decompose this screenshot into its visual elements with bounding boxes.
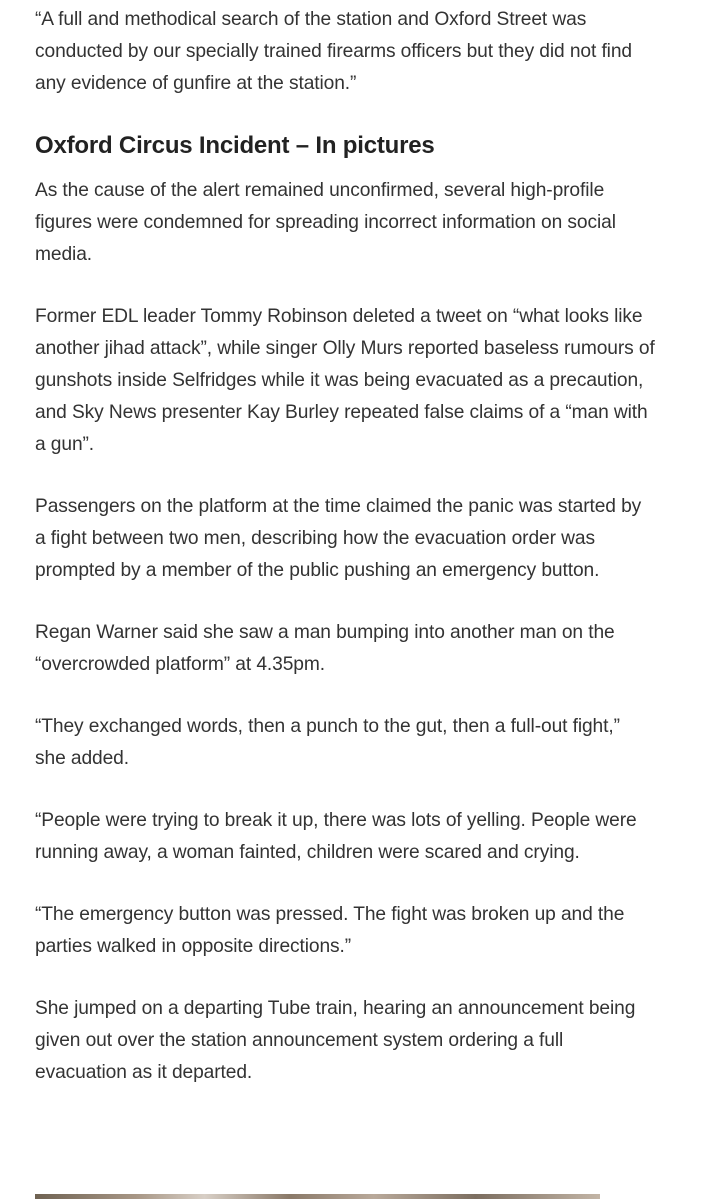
section-heading: Oxford Circus Incident – In pictures [35, 132, 435, 159]
quote-paragraph: “People were trying to break it up, there was lots of yelling. People were running away, a woman fainted, children were scared and crying. [35, 810, 637, 863]
article-photo [35, 1194, 600, 1199]
article-paragraph: Former EDL leader Tommy Robinson deleted a tweet on “what looks like another jihad attack”, while singer Olly Murs reported baseless rumours of gunshots inside Selfridges while it was being evacuated as a precaution, and Sky News presenter Kay Burley repeated false claims of a “man with a gun”. [35, 306, 655, 455]
quote-paragraph: “A full and methodical search of the station and Oxford Street was conducted by our specially trained firearms officers but they did not find any evidence of gunfire at the station.” [35, 9, 632, 94]
quote-paragraph: “The emergency button was pressed. The fight was broken up and the parties walked in opposite directions.” [35, 904, 625, 957]
article-paragraph: Regan Warner said she saw a man bumping into another man on the “overcrowded platform” at 4.35pm. [35, 622, 615, 675]
article-paragraph: As the cause of the alert remained unconfirmed, several high-profile figures were condemned for spreading incorrect information on social media. [35, 180, 616, 265]
article-paragraph: Passengers on the platform at the time claimed the panic was started by a fight between two men, describing how the evacuation order was prompted by a member of the public pushing an emergency button. [35, 496, 642, 581]
article-body [35, 4, 655, 1119]
quote-paragraph: “They exchanged words, then a punch to the gut, then a full-out fight,” she added. [35, 716, 620, 769]
article-paragraph: She jumped on a departing Tube train, hearing an announcement being given out over the station announcement system ordering a full evacuation as it departed. [35, 998, 636, 1083]
